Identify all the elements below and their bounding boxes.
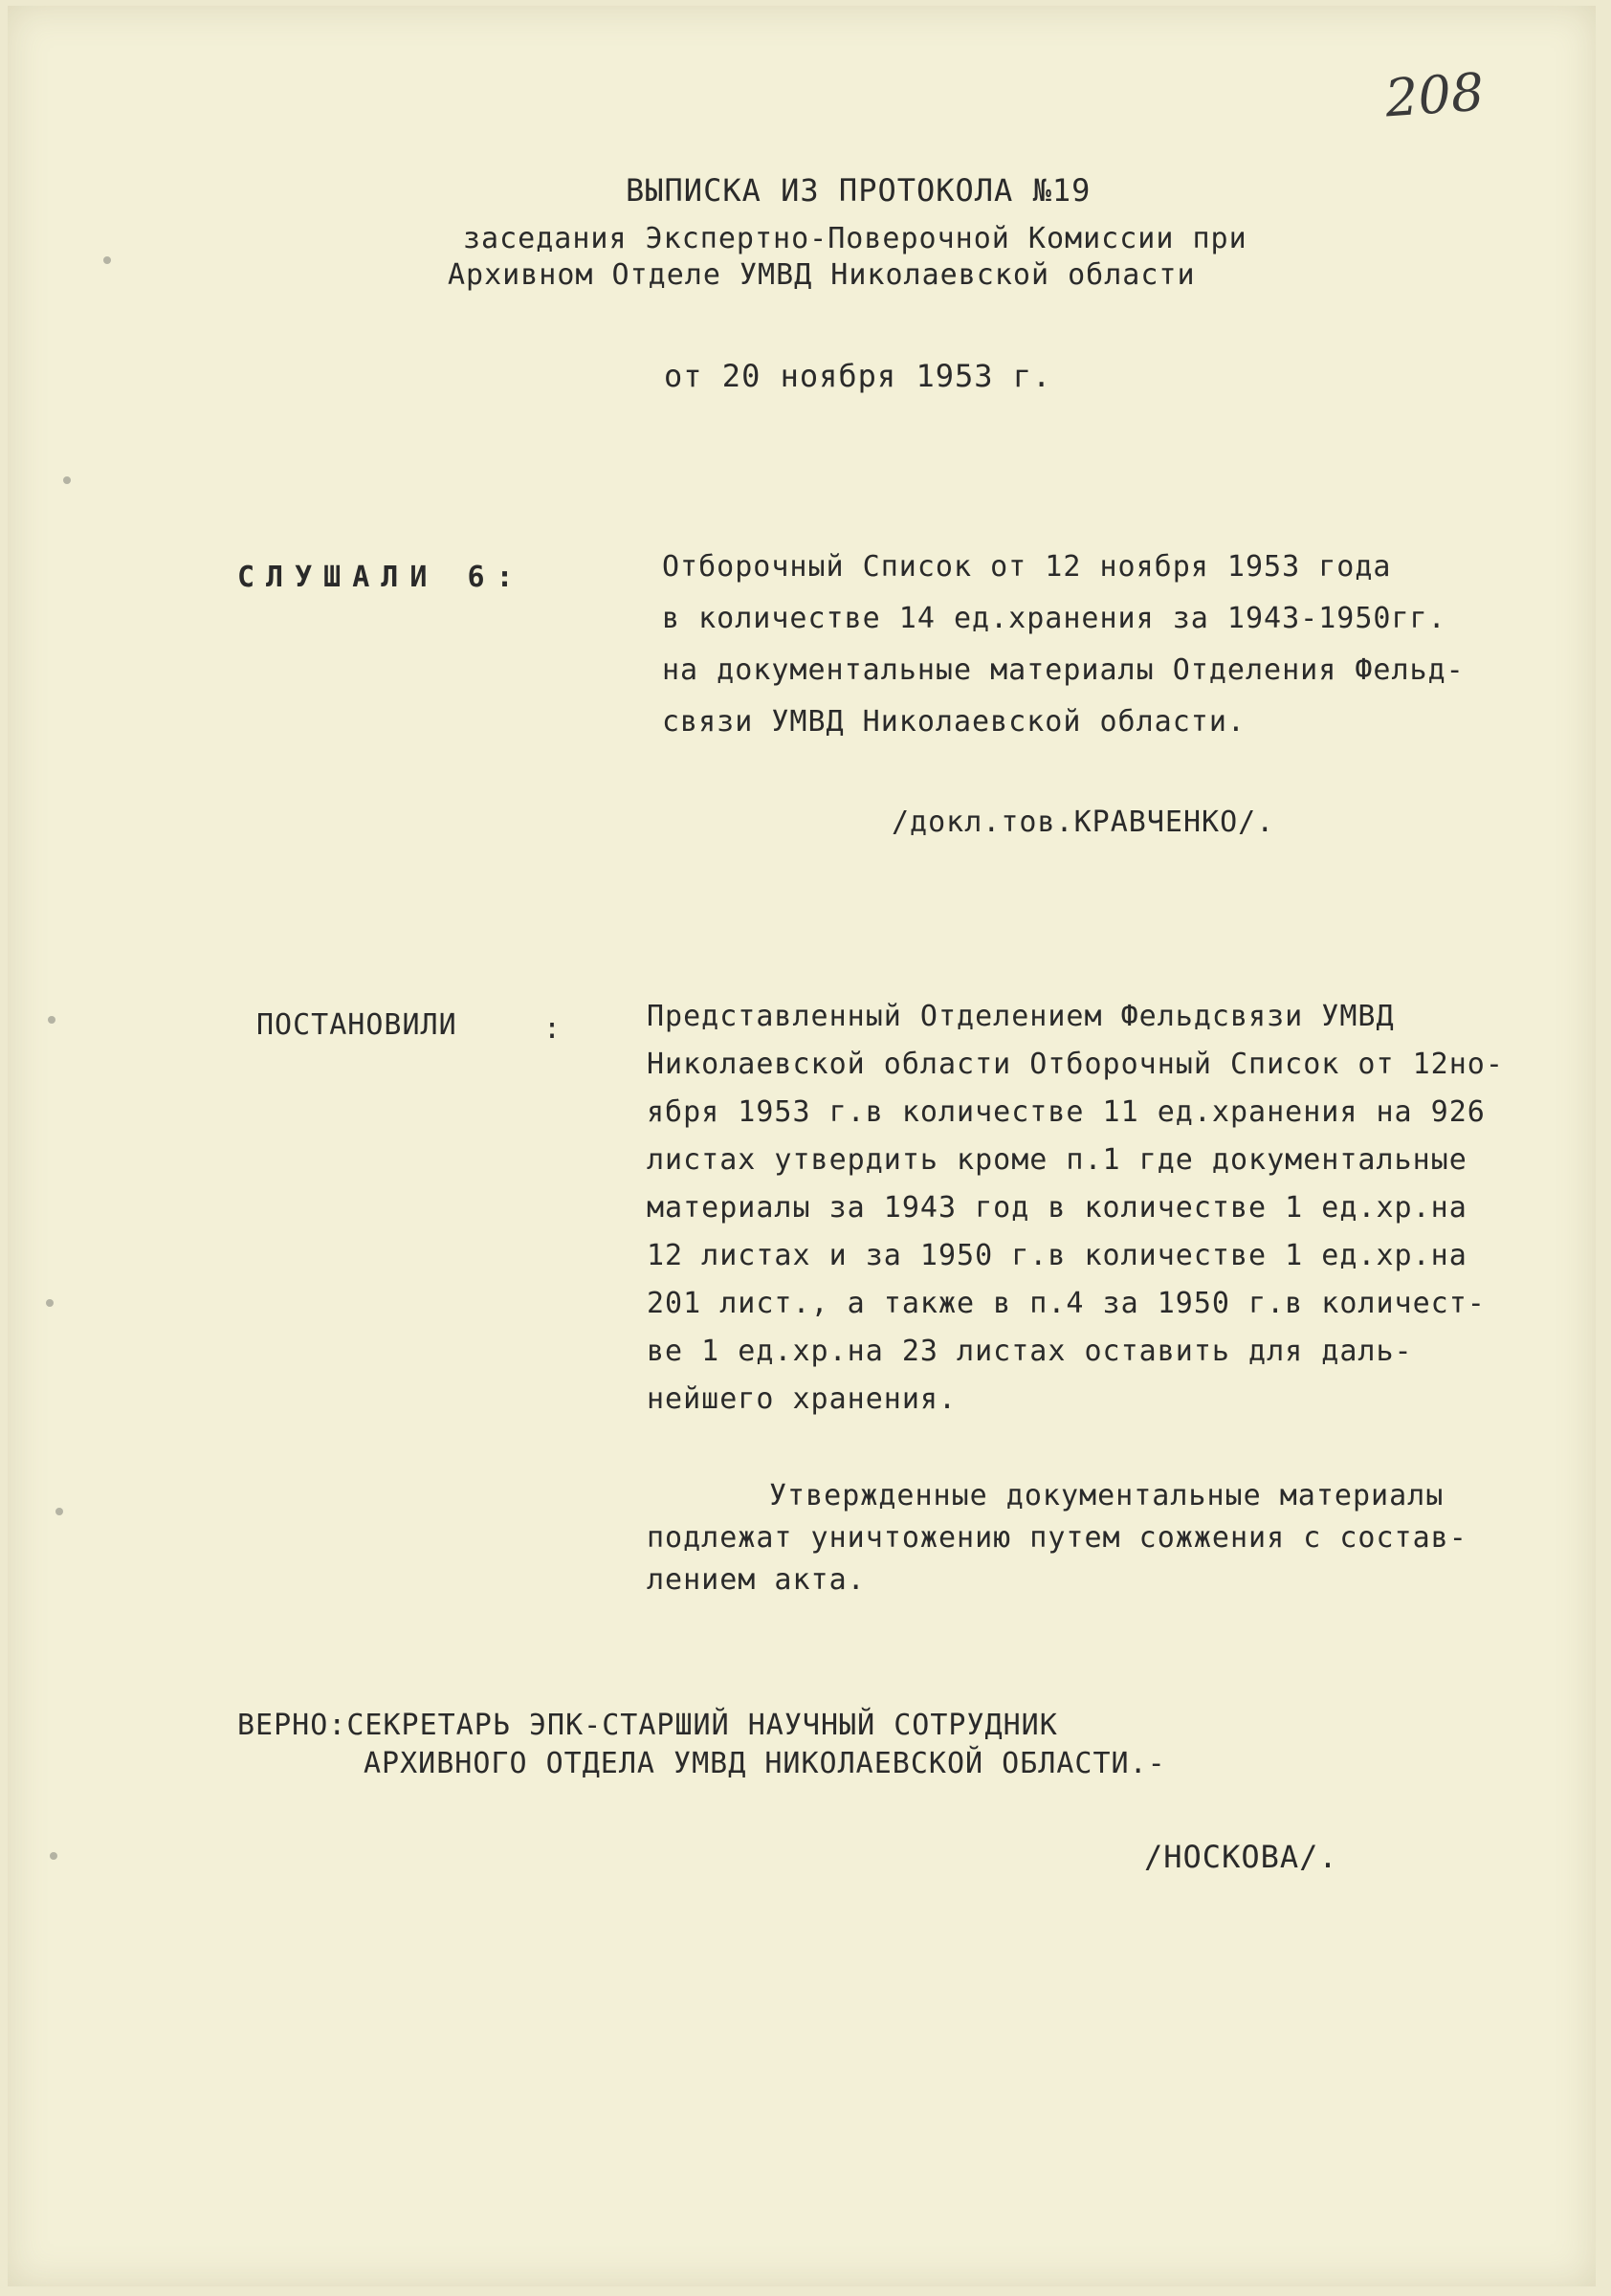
resolved-line: ве 1 ед.хр.на 23 листах оставить для даль- [647,1335,1413,1368]
document-subtitle-line-2: Архивном Отделе УМВД Николаевской области [448,258,1196,292]
reporter-name: /докл.тов.КРАВЧЕНКО/. [892,806,1275,839]
destruction-text-block [647,1475,1468,1601]
heard-line: в количестве 14 ед.хранения за 1943-1950гг. [662,602,1446,635]
resolved-line: Николаевской области Отборочный Список от 12но- [647,1048,1504,1081]
punch-mark [103,256,111,264]
document-date: от 20 ноября 1953 г. [664,358,1052,394]
punch-mark [50,1852,57,1860]
resolved-colon: : [543,1012,563,1046]
certification-line-1: ВЕРНО:СЕКРЕТАРЬ ЭПК-СТАРШИЙ НАУЧНЫЙ СОТРУДНИК [237,1709,1058,1742]
resolved-line: нейшего хранения. [647,1382,958,1416]
document-title: ВЫПИСКА ИЗ ПРОТОКОЛА №19 [626,172,1092,209]
resolved-label: ПОСТАНОВИЛИ [256,1008,457,1042]
document-subtitle-line-1: заседания Экспертно-Поверочной Комиссии при [463,222,1247,255]
signatory-name: /НОСКОВА/. [1144,1839,1338,1875]
heard-line: Отборочный Список от 12 ноября 1953 года [662,550,1392,584]
heard-line: связи УМВД Николаевской области. [662,705,1246,739]
resolved-line: Представленный Отделением Фельдсвязи УМВД [647,1000,1395,1033]
punch-mark [48,1016,55,1024]
resolved-line: материалы за 1943 год в количестве 1 ед.хр.на [647,1191,1468,1225]
punch-mark [46,1299,54,1307]
resolved-line: 12 листах и за 1950 г.в количестве 1 ед.хр.на [647,1239,1468,1272]
heard-text-block [662,541,1465,748]
page-number: 208 [1382,61,1487,129]
destruction-line: подлежат уничтожению путем сожжения с состав- [647,1521,1468,1555]
resolved-text-block [647,993,1504,1424]
resolved-line: листах утвердить кроме п.1 где документальные [647,1143,1468,1177]
certification-line-2: АРХИВНОГО ОТДЕЛА УМВД НИКОЛАЕВСКОЙ ОБЛАСТИ.- [364,1747,1166,1780]
heard-line: на документальные материалы Отделения Фельд- [662,653,1465,687]
destruction-line: Утвержденные документальные материалы [769,1479,1445,1512]
heard-label: СЛУШАЛИ 6: [237,561,525,594]
destruction-line: лением акта. [647,1563,866,1597]
document-page [8,6,1596,2286]
resolved-line: ября 1953 г.в количестве 11 ед.хранения на 926 [647,1095,1486,1129]
resolved-line: 201 лист., а также в п.4 за 1950 г.в количест- [647,1287,1486,1320]
punch-mark [55,1508,63,1515]
punch-mark [63,476,71,484]
